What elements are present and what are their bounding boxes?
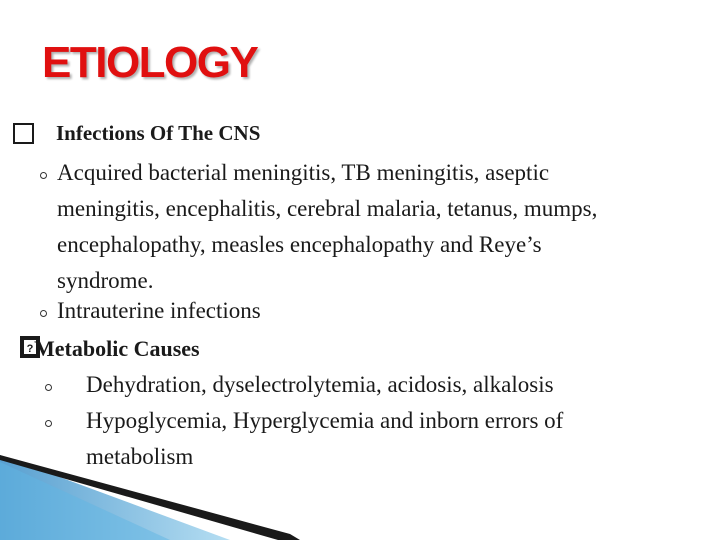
slide-title: ETIOLOGY xyxy=(42,38,258,87)
item-text-line: encephalopathy, measles encephalopathy and Reye’s xyxy=(57,232,542,257)
circle-bullet-icon xyxy=(45,384,52,391)
circle-bullet-icon xyxy=(45,420,52,427)
item-text-line: syndrome. xyxy=(57,268,154,293)
item-text-line: Intrauterine infections xyxy=(57,298,261,323)
circle-bullet-icon xyxy=(40,172,47,179)
item-text-line: metabolism xyxy=(86,444,194,469)
svg-text:?: ? xyxy=(26,343,34,355)
square-bullet-icon xyxy=(13,123,34,144)
circle-bullet-icon xyxy=(40,310,47,317)
item-text-line: Acquired bacterial meningitis, TB meningitis, aseptic xyxy=(57,160,550,185)
item-text-line: meningitis, encephalitis, cerebral malaria, tetanus, mumps, xyxy=(57,196,598,221)
item-text-line: Dehydration, dyselectrolytemia, acidosis, alkalosis xyxy=(86,372,554,397)
section-heading-infections: Infections Of The CNS xyxy=(56,121,261,145)
item-text-line: Hypoglycemia, Hyperglycemia and inborn errors of xyxy=(86,408,564,433)
section-heading-metabolic: Metabolic Causes xyxy=(34,336,200,361)
